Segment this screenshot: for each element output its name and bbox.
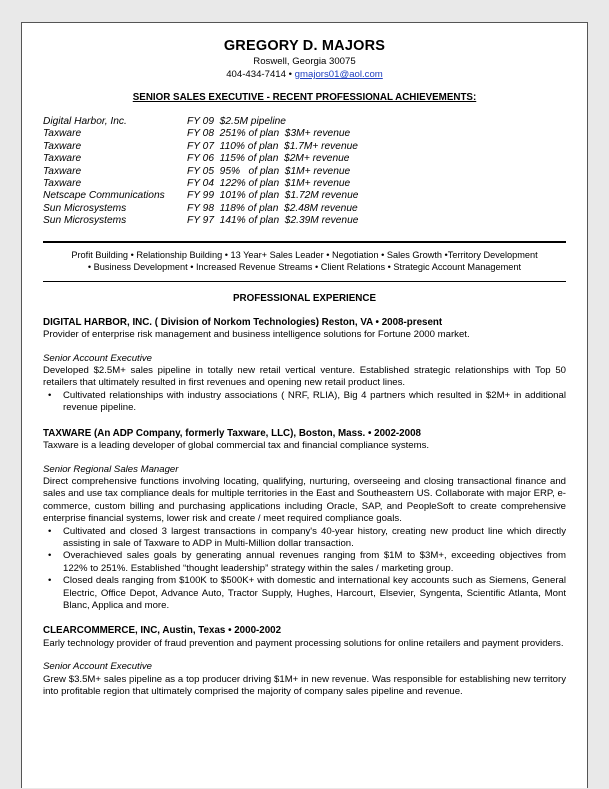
achievement-row [43,128,358,140]
achievement-detail: FY 09 $2.5M pipeline [187,116,286,127]
achievement-row [43,190,358,202]
candidate-name: GREGORY D. MAJORS [223,38,386,54]
achievement-company: Netscape Communications [43,190,165,202]
contact-header [43,37,566,81]
achievement-company: Taxware [43,140,82,152]
skills-line: Profit Building • Relationship Building • 13 Year+ Sales Leader • Negotiation • Sales Growth •Territory Development [71,249,538,260]
resume-page [21,22,588,788]
achievement-detail: FY 99 101% of plan $1.72M revenue [187,190,359,202]
bullet-item [48,575,566,612]
bullet-icon: • [48,389,52,401]
achievement-detail: FY 97 141% of plan $2.39M revenue [187,215,359,227]
job-role: Senior Account Executive [43,661,152,673]
bullet-text: Closed deals ranging from $100K to $500K+ with domestic and international key accounts such as Siemens, General Electric, Office Depot, Advance Auto, Tractor Supply, Hughes, Harcourt, Elsevier, Syngenta, Scientific Atlanta, Mont Blanc, Applica and more. [63,575,566,611]
divider [43,241,566,243]
job-summary: Grew $3.5M+ sales pipeline as a top producer driving $1M+ in new revenue. Was responsible for establishing new territory into profitable region that ultimately comprised the majority of company sales pipeline and revenue. [43,673,566,697]
achievement-detail: FY 07 110% of plan $1.7M+ revenue [187,140,358,152]
company-description: Taxware is a leading developer of global commercial tax and financial compliance systems. [43,440,430,452]
achievement-detail: FY 08 251% of plan $3M+ revenue [187,128,351,140]
achievement-bullets [43,526,566,613]
skills-summary [43,249,566,274]
job-entry [43,625,566,698]
divider [43,281,566,282]
bullet-text: Overachieved sales goals by generating annual revenues ranging from $1M to $3M+, exceeding objectives from 122% to 251%. Established “thought leadership” strategy within the sales / marketing group. [63,550,566,574]
achievement-bullets [43,390,566,415]
achievement-row [43,178,358,190]
bullet-item [48,389,566,415]
bullet-text: Cultivated and closed 3 largest transactions in company's 40-year history, creating new product line which directly assisting in sale of Taxware to ADP in Multi-Million dollar transaction. [63,525,566,549]
bullet-icon: • [48,575,52,587]
job-entry [43,428,566,613]
achievement-company: Taxware [43,165,82,177]
achievement-company: Taxware [43,153,82,165]
job-summary: Developed $2.5M+ sales pipeline in totally new retail vertical venture. Established strategic relationships with Top 50 retailers that ultimately resulted in first revenues and opening new retail product lines. [43,365,566,389]
company-description: Provider of enterprise risk management and business intelligence solutions for Fortune 2000 market. [43,329,470,341]
job-heading: DIGITAL HARBOR, INC. ( Division of Norkom Technologies) Reston, VA • 2008-present [43,316,443,328]
achievement-row [43,153,358,165]
job-entry [43,317,566,415]
bullet-item [48,550,566,575]
achievement-company: Taxware [43,178,82,190]
bullet-icon: • [48,550,52,562]
skills-line: • Business Development • Increased Revenue Streams • Client Relations • Strategic Account Management [87,262,522,273]
job-role: Senior Account Executive [43,352,152,364]
experience-title: PROFESSIONAL EXPERIENCE [233,292,376,304]
achievement-company: Taxware [43,128,82,140]
bullet-icon: • [48,525,52,537]
achievement-company: Digital Harbor, Inc. [43,116,127,127]
achievement-detail: FY 98 118% of plan $2.48M revenue [187,202,358,214]
job-heading: CLEARCOMMERCE, INC, Austin, Texas • 2000-2002 [43,625,282,637]
experience-list [43,317,566,699]
achievements-table [43,116,358,228]
achievement-detail: FY 05 95% of plan $1M+ revenue [187,165,351,177]
phone: 404-434-7414 • [226,69,292,80]
achievement-row [43,203,358,215]
job-heading: TAXWARE (An ADP Company, formerly Taxware, LLC), Boston, Mass. • 2002-2008 [43,427,421,439]
location: Roswell, Georgia 30075 [253,56,356,67]
email-link[interactable]: gmajors01@aol.com [294,69,383,80]
achievement-detail: FY 06 115% of plan $2M+ revenue [187,153,350,165]
achievement-company: Sun Microsystems [43,202,127,214]
job-role: Senior Regional Sales Manager [43,463,179,475]
bullet-item [48,525,566,551]
achievements-title: SENIOR SALES EXECUTIVE - RECENT PROFESSIONAL ACHIEVEMENTS: [132,92,477,103]
achievement-company: Sun Microsystems [43,215,127,227]
contact-line [43,68,566,81]
achievement-row [43,116,358,128]
achievement-detail: FY 04 122% of plan $1M+ revenue [187,178,351,190]
achievement-row [43,215,358,227]
achievement-row [43,166,358,178]
job-summary: Direct comprehensive functions involving locating, qualifying, nurturing, overseeing and closing transactional finance and sales and use tax compliance deals for multiple territories in the East and Southeastern US. Collaborate with major ERP, e-commerce, custom billing and purchasing applications including Oracle, SAP, and PeopleSoft to create comprehensive enterprise financial systems, lower risk and create / meet required compliance goals. [43,475,566,525]
achievement-row [43,141,358,153]
bullet-text: Cultivated relationships with industry associations ( NRF, RLIA), Big 4 partners which resulted in $2M+ in additional revenue pipeline. [63,389,566,414]
company-description: Early technology provider of fraud prevention and payment processing solutions for online retailers and payment providers. [43,637,564,649]
